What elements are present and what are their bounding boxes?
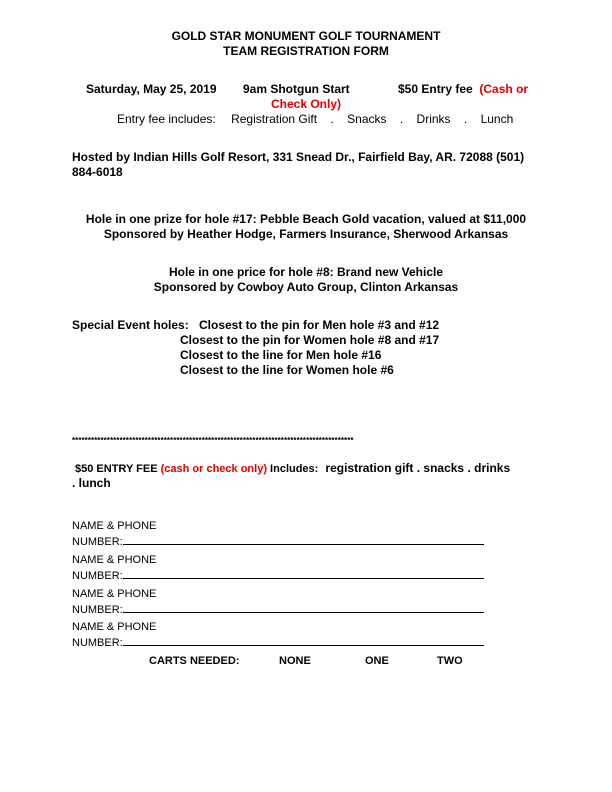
prize-hole-17	[0, 212, 612, 242]
host-line-1: Hosted by Indian Hills Golf Resort, 331 Snead Dr., Fairfield Bay, AR. 72088 (501)	[72, 150, 525, 164]
include-item: Registration Gift	[231, 112, 318, 126]
includes-label: Entry fee includes:	[117, 112, 216, 126]
include-item: Lunch	[480, 112, 514, 126]
field-line[interactable]	[123, 533, 484, 545]
includes-line	[117, 112, 513, 127]
field-line[interactable]	[123, 634, 484, 646]
title-line-2: TEAM REGISTRATION FORM	[223, 44, 389, 58]
registration-fee: $50 ENTRY FEE	[75, 463, 158, 475]
prize-line: Hole in one price for hole #8: Brand new Vehicle	[168, 265, 444, 279]
entry-fee-amount: $50 Entry fee	[398, 82, 473, 96]
divider-stars: *****************************************************************************************	[72, 436, 354, 445]
name-phone-field[interactable]	[72, 519, 484, 549]
cart-option-one[interactable]: ONE	[365, 655, 389, 667]
special-event-item: Closest to the line for Women hole #6	[180, 363, 394, 377]
field-label: NAME & PHONE	[72, 554, 157, 566]
prize-sponsor: Sponsored by Cowboy Auto Group, Clinton Arkansas	[153, 280, 459, 294]
field-label: NAME & PHONE	[72, 520, 157, 532]
carts-needed-label: CARTS NEEDED:	[149, 655, 240, 667]
include-item: Snacks	[347, 112, 387, 126]
event-start: 9am Shotgun Start	[243, 82, 350, 96]
host-line-2: 884-6018	[72, 165, 123, 179]
entry-fee-note: (Cash or	[479, 82, 529, 96]
cart-option-two[interactable]: TWO	[437, 655, 463, 667]
field-label: NAME & PHONE	[72, 588, 157, 600]
field-line[interactable]	[123, 601, 484, 613]
entry-fee	[398, 82, 528, 97]
prize-sponsor: Sponsored by Heather Hodge, Farmers Insurance, Sherwood Arkansas	[103, 227, 509, 241]
field-label: NUMBER:	[72, 536, 123, 548]
prize-hole-8	[0, 265, 612, 295]
field-label: NUMBER:	[72, 637, 123, 649]
registration-includes: Includes:	[270, 463, 319, 475]
special-event-item: Closest to the pin for Women hole #8 and #17	[180, 333, 440, 347]
title-line-1: GOLD STAR MONUMENT GOLF TOURNAMENT	[171, 29, 441, 43]
registration-items: registration gift . snacks . drinks	[325, 461, 511, 475]
field-label: NAME & PHONE	[72, 621, 157, 633]
name-phone-field[interactable]	[72, 553, 484, 583]
cart-option-none[interactable]: NONE	[279, 655, 311, 667]
prize-line: Hole in one prize for hole #17: Pebble Beach Gold vacation, valued at $11,000	[85, 212, 527, 226]
include-sep: .	[463, 112, 468, 126]
name-phone-field[interactable]	[72, 587, 484, 617]
form-title	[0, 29, 612, 59]
field-label: NUMBER:	[72, 570, 123, 582]
registration-items-cont: . lunch	[72, 476, 111, 490]
special-events-label: Special Event holes:	[72, 318, 189, 332]
field-label: NUMBER:	[72, 604, 123, 616]
registration-fee-note: (cash or check only)	[160, 463, 267, 475]
field-line[interactable]	[123, 567, 484, 579]
name-phone-field[interactable]	[72, 620, 484, 650]
include-sep: .	[330, 112, 334, 126]
include-sep: .	[399, 112, 404, 126]
special-event-item: Closest to the pin for Men hole #3 and #12	[199, 318, 440, 332]
event-date: Saturday, May 25, 2019	[86, 82, 217, 96]
entry-fee-note-cont: Check Only)	[271, 97, 342, 111]
registration-fee-line	[75, 461, 510, 476]
include-item: Drinks	[416, 112, 451, 126]
special-event-item: Closest to the line for Men hole #16	[180, 348, 382, 362]
